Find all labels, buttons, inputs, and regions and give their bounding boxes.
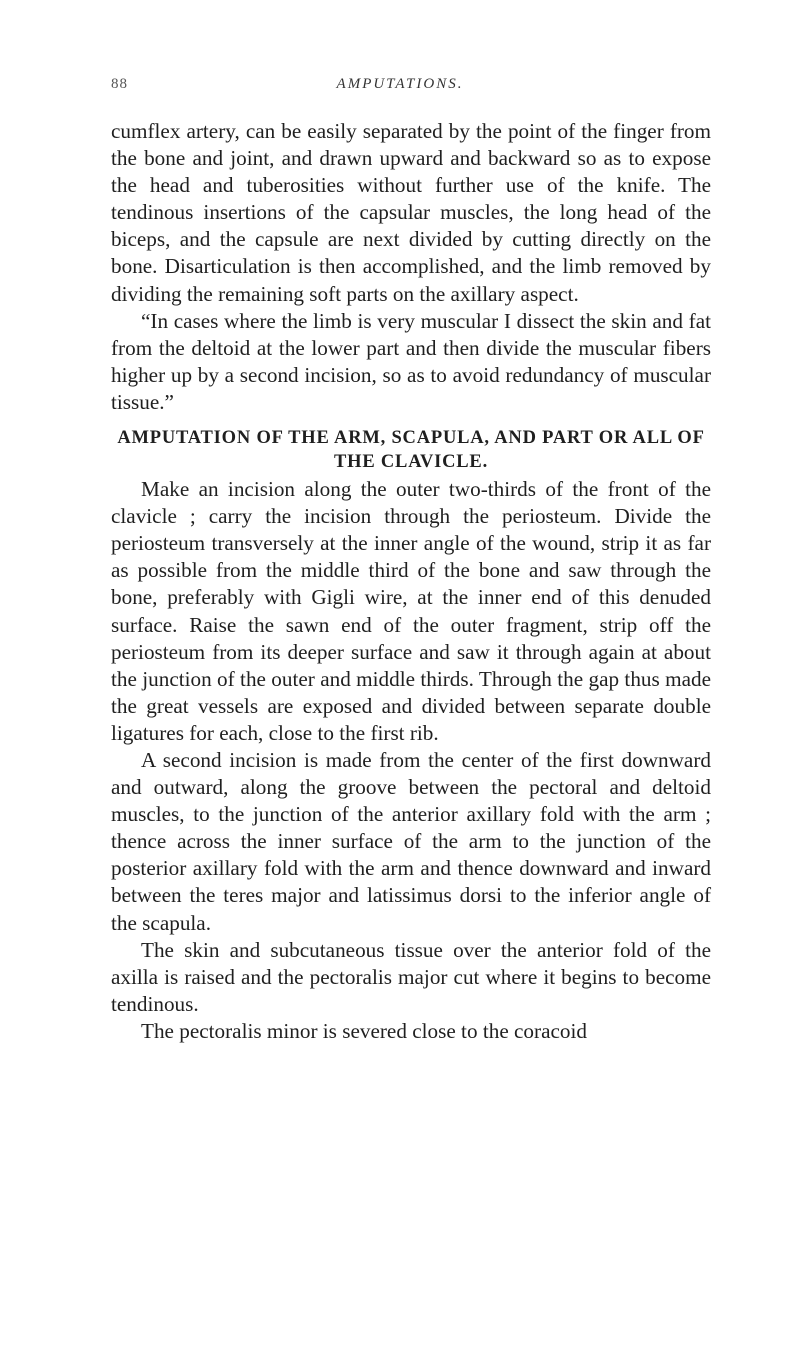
section-heading: AMPUTATION OF THE ARM, SCAPULA, AND PART OR ALL OF THE CLAVICLE. [117,428,705,473]
paragraph: Make an incision along the outer two-thirds of the front of the clavicle ; carry the incision through the periosteum. Divide the periosteum transversely at the inner angle of the wound, strip it as far as possible from the middle third of the bone and saw through the bone, preferably with Gigli wire, at the inner end of this denuded surface. Raise the sawn end of the outer fragment, strip off the periosteum from its deeper surface and saw it through again at about the junction of the outer and middle thirds. Through the gap thus made the great vessels are exposed and divided between separate double ligatures for each, close to the first rib. [111,477,711,745]
paragraph-continued: cumflex artery, can be easily separated by the point of the finger from the bone and joint, and drawn upward and backward so as to expose the head and tuberosities without further use of the knife. The tendinous insertions of the capsular muscles, the long head of the biceps, and the capsule are next divided by cutting directly on the bone. Disarticulation is then accomplished, and the limb removed by dividing the remaining soft parts on the axillary aspect. [111,119,711,306]
page-number: 88 [111,76,128,92]
body-text [111,118,711,1045]
paragraph-quotation: “In cases where the limb is very muscular I dissect the skin and fat from the deltoid at the lower part and then divide the muscular fibers higher up by a second incision, so as to avoid redundancy of muscular tissue.” [111,308,711,414]
paragraph: A second incision is made from the center of the first downward and outward, along the groove between the pectoral and deltoid muscles, to the junction of the anterior axillary fold with the arm ; thence across the inner surface of the arm to the junction of the posterior axillary fold with the arm and thence downward and inward between the teres major and latissimus dorsi to the inferior angle of the scapula. [111,747,711,935]
running-head [0,76,800,98]
running-head-title: AMPUTATIONS. [336,76,464,92]
paragraph: The skin and subcutaneous tissue over the anterior fold of the axilla is raised and the pectoralis major cut where it begins to become tendinous. [111,937,711,1016]
paragraph: The pectoralis minor is severed close to the coracoid [141,1018,587,1043]
